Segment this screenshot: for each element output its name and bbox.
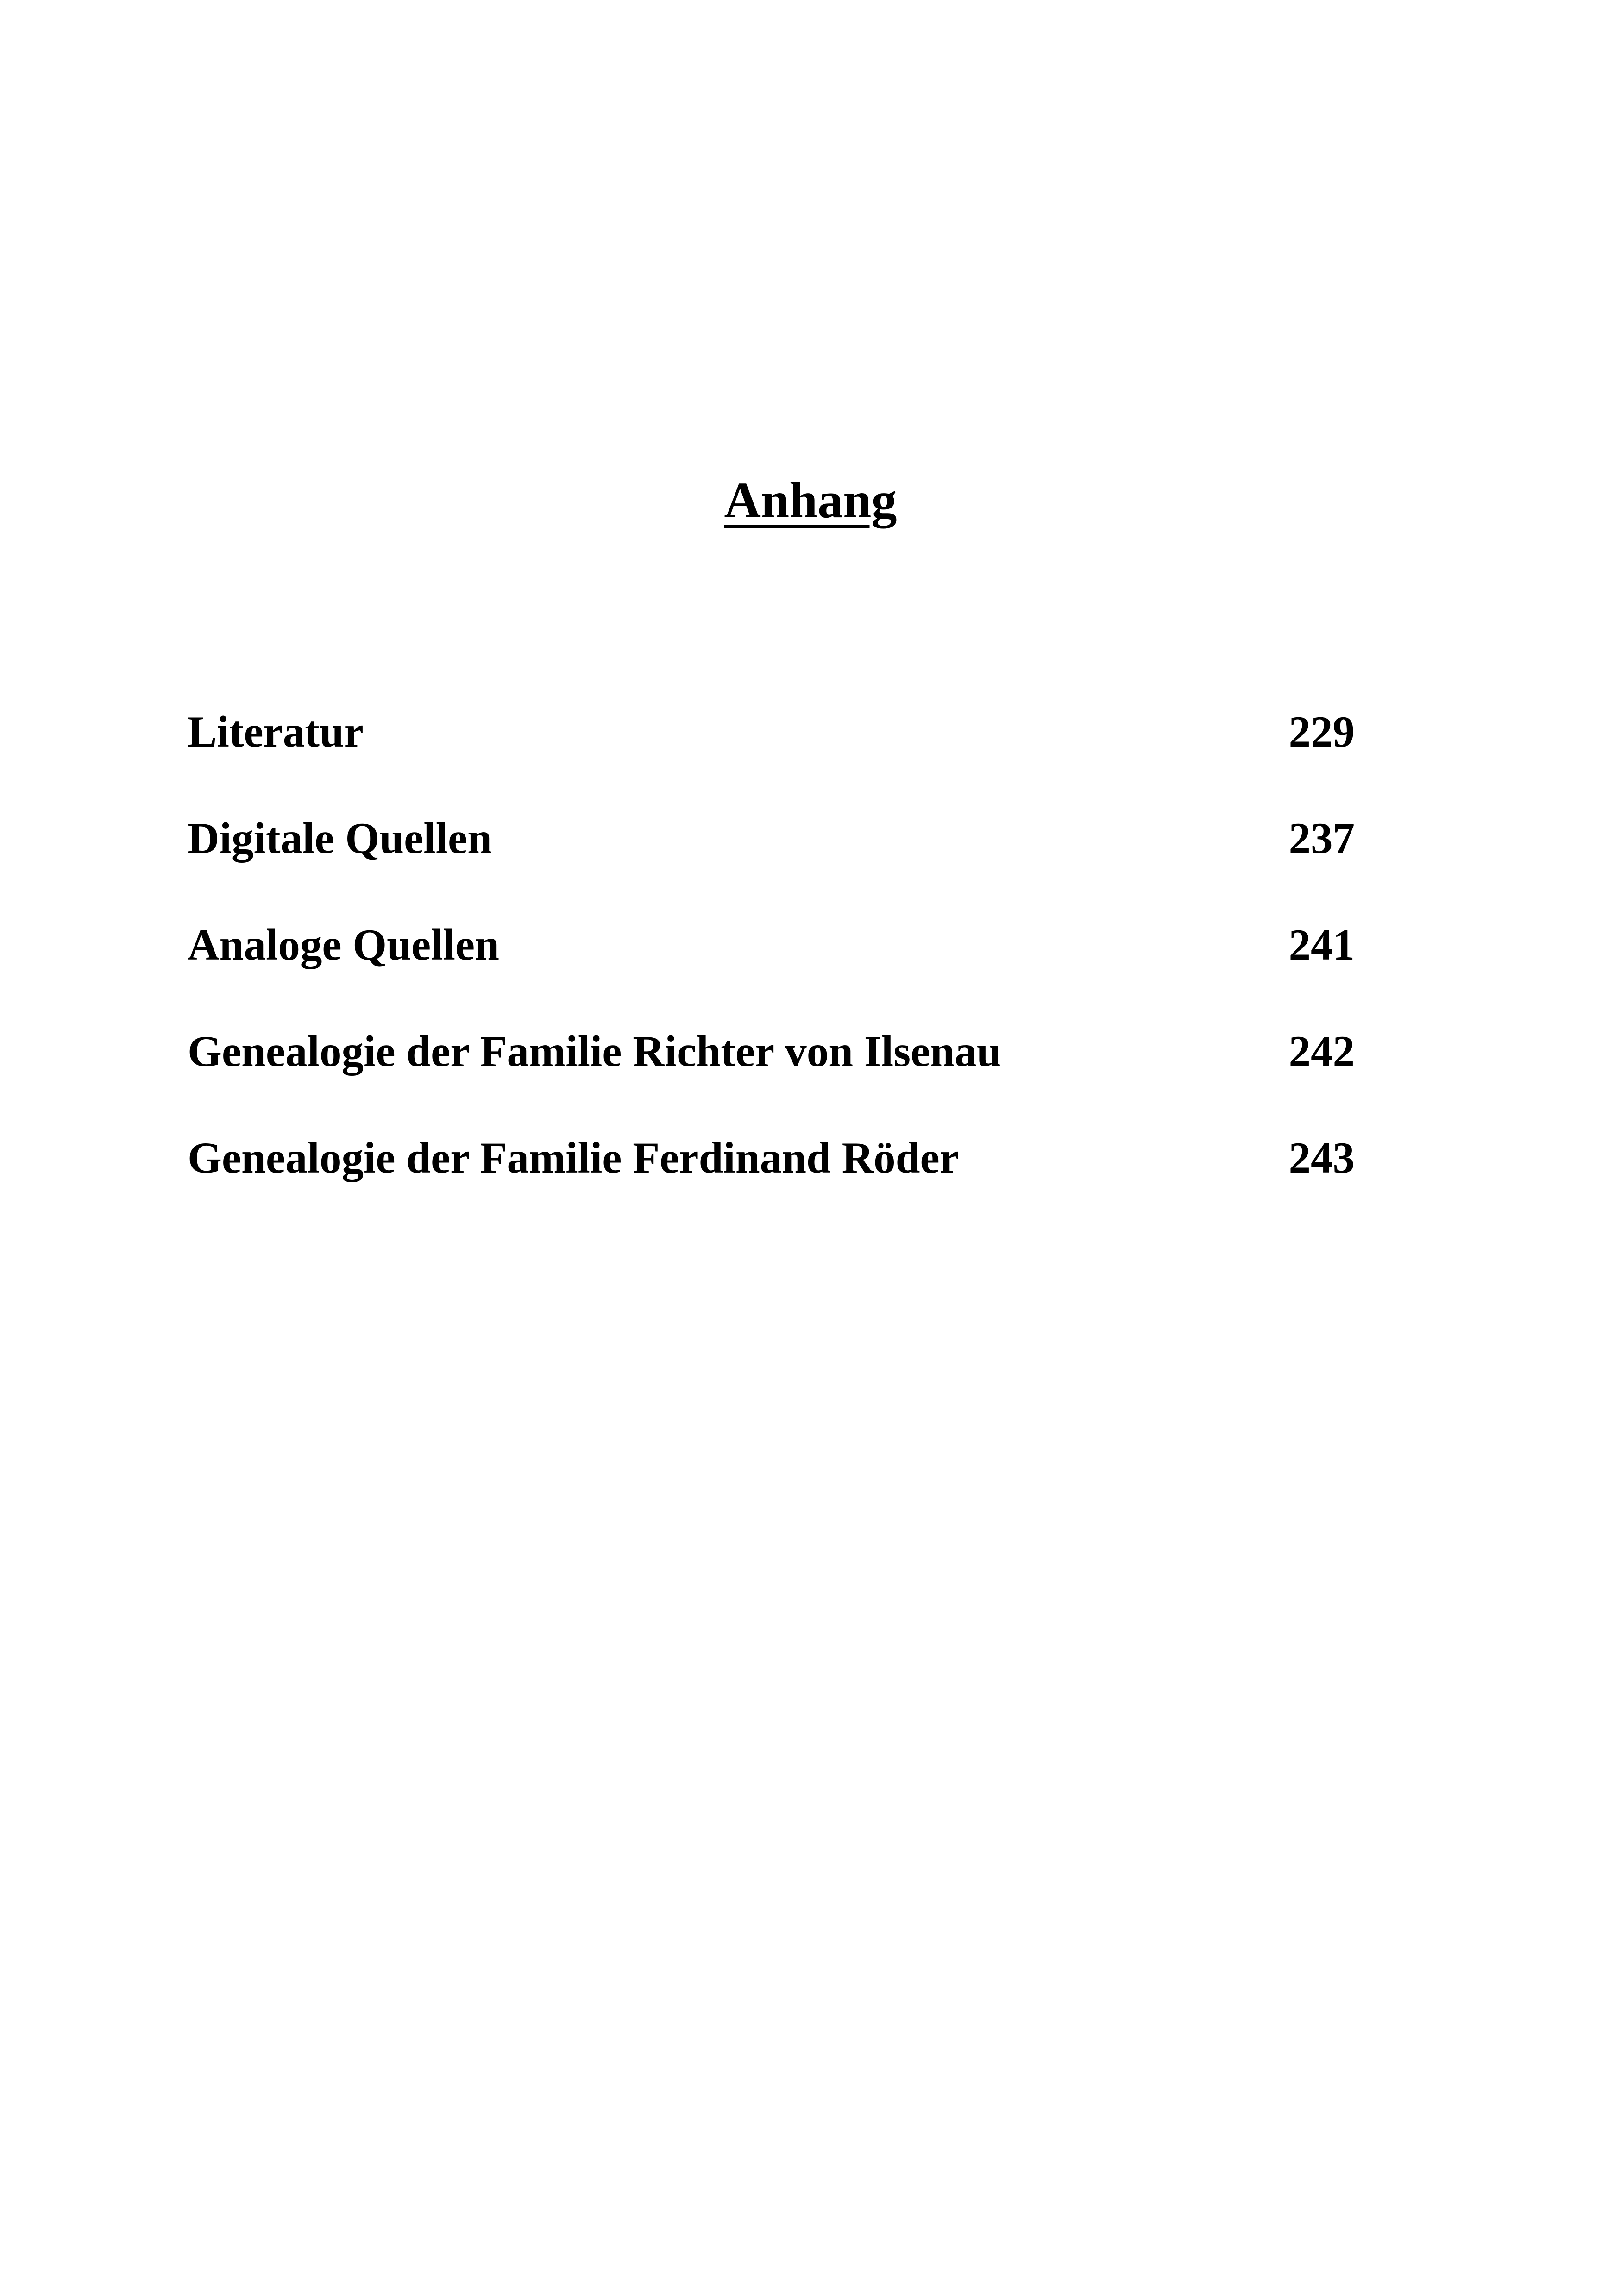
toc-entry bbox=[188, 806, 1355, 912]
toc-entry-label: Analoge Quellen bbox=[188, 920, 499, 969]
toc-entry bbox=[188, 1125, 1355, 1232]
page-title bbox=[0, 468, 1621, 533]
toc-entry-page: 237 bbox=[1288, 814, 1355, 863]
toc-entry-page: 229 bbox=[1288, 707, 1355, 756]
toc-entry-label: Genealogie der Familie Ferdinand Röder bbox=[188, 1133, 959, 1182]
toc-entry-page: 242 bbox=[1288, 1027, 1355, 1076]
toc-entry-label: Digitale Quellen bbox=[188, 814, 492, 863]
page-title-text: Anhang bbox=[724, 472, 897, 528]
toc-entry-label: Genealogie der Familie Richter von Ilsenau bbox=[188, 1027, 1001, 1076]
toc-entry bbox=[188, 912, 1355, 1019]
toc-entry-label: Literatur bbox=[188, 707, 364, 756]
toc-entry bbox=[188, 1019, 1355, 1125]
toc-entry-page: 243 bbox=[1288, 1133, 1355, 1182]
toc-entry-page: 241 bbox=[1288, 920, 1355, 969]
table-of-contents bbox=[188, 699, 1355, 1232]
toc-entry bbox=[188, 699, 1355, 806]
